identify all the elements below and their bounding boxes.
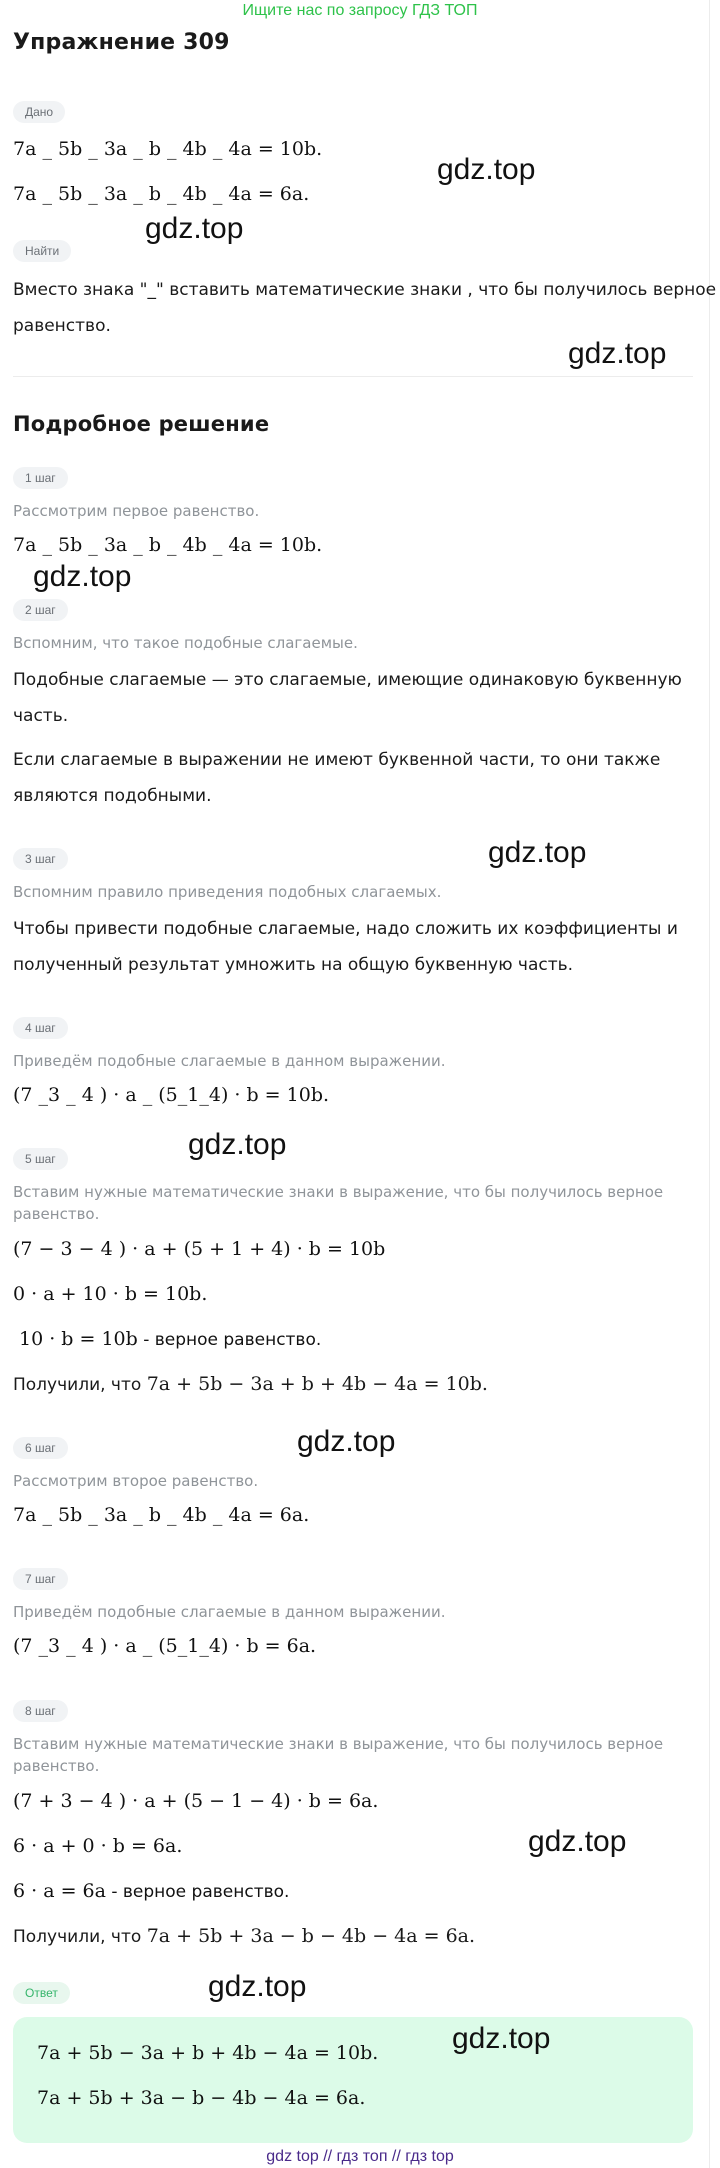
watermark: gdz.top [145,212,244,245]
step-1-equation: 7a _ 5b _ 3a _ b _ 4b _ 4a = 10b. [13,534,323,556]
watermark: gdz.top [437,153,536,186]
step-5-result-prefix: Получили, что [13,1375,147,1395]
section-divider [13,376,693,377]
step-2-hint: Вспомним, что такое подобные слагаемые. [13,634,358,652]
find-text-line-1: Вместо знака "_" вставить математические знаки , что бы получилось верное [13,280,717,300]
footer-links[interactable]: gdz top // гдз топ // гдз top [266,2148,454,2165]
step-4-equation: (7 _3 _ 4 ) · a _ (5_1_4) · b = 10b. [13,1084,330,1106]
step-4-hint: Приведём подобные слагаемые в данном выражении. [13,1052,446,1070]
step-3-para-line-2: полученный результат умножить на общую буквенную часть. [13,955,574,975]
step-7-equation: (7 _3 _ 4 ) · a _ (5_1_4) · b = 6a. [13,1635,317,1657]
answer-equation-2: 7a + 5b + 3a − b − 4b − 4a = 6a. [37,2087,366,2109]
step-1-hint: Рассмотрим первое равенство. [13,502,260,520]
step-8-result-prefix: Получили, что [13,1927,147,1947]
step-5-badge: 5 шаг [13,1148,68,1170]
step-2-para-1-line-1: Подобные слагаемые — это слагаемые, имеющие одинаковую буквенную [13,670,682,690]
watermark: gdz.top [188,1128,287,1161]
step-5-hint-line-1: Вставим нужные математические знаки в выражение, что бы получилось верное [13,1183,664,1201]
step-8-equation-3-math: 6 · a = 6a [13,1880,106,1902]
step-3-badge: 3 шаг [13,848,68,870]
step-2-para-1-line-2: часть. [13,706,69,726]
solution-title: Подробное решение [13,412,270,436]
answer-badge: Ответ [13,1982,70,2004]
step-5-hint-line-2: равенство. [13,1205,100,1223]
watermark: gdz.top [452,2022,551,2055]
right-border [709,0,710,2168]
step-5-equation-3-note: - верное равенство. [137,1330,322,1350]
step-8-result [13,1925,475,1947]
step-8-equation-3 [13,1880,289,1902]
given-equation-1: 7a _ 5b _ 3a _ b _ 4b _ 4a = 10b. [13,138,323,160]
watermark: gdz.top [208,1970,307,2003]
step-5-equation-1: (7 − 3 − 4 ) · a + (5 + 1 + 4) · b = 10b [13,1238,386,1260]
page-title: Упражнение 309 [13,30,230,55]
step-2-para-2-line-1: Если слагаемые в выражении не имеют буквенной части, то они также [13,750,661,770]
step-8-badge: 8 шаг [13,1700,68,1722]
step-3-para-line-1: Чтобы привести подобные слагаемые, надо сложить их коэффициенты и [13,919,678,939]
step-6-badge: 6 шаг [13,1437,68,1459]
step-8-equation-1: (7 + 3 − 4 ) · a + (5 − 1 − 4) · b = 6a. [13,1790,379,1812]
search-banner[interactable]: Ищите нас по запросу ГДЗ ТОП [242,2,478,19]
watermark: gdz.top [488,836,587,869]
step-4-badge: 4 шаг [13,1017,68,1039]
step-5-equation-3 [19,1328,321,1350]
step-8-equation-2: 6 · a + 0 · b = 6a. [13,1835,183,1857]
step-6-equation: 7a _ 5b _ 3a _ b _ 4b _ 4a = 6a. [13,1504,310,1526]
step-1-badge: 1 шаг [13,467,68,489]
step-7-badge: 7 шаг [13,1568,68,1590]
step-8-hint-line-1: Вставим нужные математические знаки в выражение, что бы получилось верное [13,1735,664,1753]
watermark: gdz.top [297,1425,396,1458]
step-2-badge: 2 шаг [13,599,68,621]
answer-equation-1: 7a + 5b − 3a + b + 4b − 4a = 10b. [37,2042,379,2064]
find-text-line-2: равенство. [13,316,111,336]
step-8-hint-line-2: равенство. [13,1757,100,1775]
step-5-result [13,1373,488,1395]
step-7-hint: Приведём подобные слагаемые в данном выражении. [13,1603,446,1621]
step-5-result-math: 7a + 5b − 3a + b + 4b − 4a = 10b. [146,1373,488,1395]
watermark: gdz.top [568,337,667,370]
step-5-equation-2: 0 · a + 10 · b = 10b. [13,1283,208,1305]
step-6-hint: Рассмотрим второе равенство. [13,1472,259,1490]
given-badge: Дано [13,101,65,123]
step-3-hint: Вспомним правило приведения подобных слагаемых. [13,883,442,901]
step-5-equation-3-math: 10 · b = 10b [19,1328,138,1350]
given-equation-2: 7a _ 5b _ 3a _ b _ 4b _ 4a = 6a. [13,183,310,205]
answer-box [13,2017,693,2143]
step-2-para-2-line-2: являются подобными. [13,786,212,806]
watermark: gdz.top [528,1825,627,1858]
watermark: gdz.top [33,560,132,593]
step-8-result-math: 7a + 5b + 3a − b − 4b − 4a = 6a. [146,1925,476,1947]
step-8-equation-3-note: - верное равенство. [105,1882,290,1902]
find-badge: Найти [13,240,71,262]
